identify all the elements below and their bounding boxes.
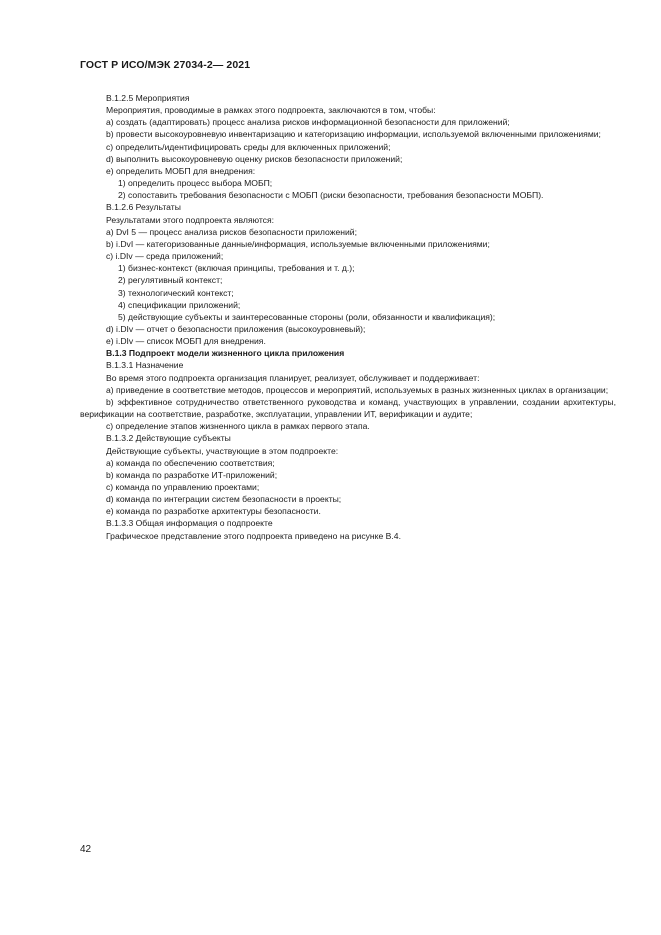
paragraph: Результатами этого подпроекта являются: [106,214,275,225]
subsection-heading: B.1.2.5 Мероприятия [106,93,190,103]
paragraph: Действующие субъекты, участвующие в этом подпроекте: [106,445,339,456]
list-item: b) i.DvI — категоризованные данные/информация, используемые включенными приложениями; [106,238,490,249]
sub-list-item: 4) спецификации приложений; [118,299,241,310]
paragraph: Во время этого подпроекта организация планирует, реализует, обслуживает и поддерживает: [106,372,480,383]
list-item: a) создать (адаптировать) процесс анализа рисков информационной безопасности для приложений; [106,117,510,128]
subsection-heading: B.1.3.2 Действующие субъекты [106,433,231,444]
paragraph: Графическое представление этого подпроекта приведено на рисунке B.4. [106,530,401,541]
list-item: a) приведение в соответствие методов, процессов и мероприятий, используемых в разных жизненных циклах в организации; [106,384,609,395]
sub-list-item: 5) действующие субъекты и заинтересованные стороны (роли, обязанности и квалификация); [118,311,496,322]
subsection-heading: B.1.3.3 Общая информация о подпроекте [106,518,273,529]
list-item: d) i.DIv — отчет о безопасности приложения (высокоуровневый); [106,323,366,334]
paragraph: Мероприятия, проводимые в рамках этого подпроекта, заключаются в том, чтобы: [106,105,436,116]
list-item: a) команда по обеспечению соответствия; [106,457,275,468]
subsection-heading: B.1.2.6 Результаты [106,202,181,213]
list-item: c) команда по управлению проектами; [106,482,260,492]
list-item: c) i.DIv — среда приложений; [106,251,224,262]
sub-list-item: 1) бизнес-контекст (включая принципы, требования и т. д.); [118,263,355,274]
sub-list-item: 3) технологический контекст; [118,287,234,298]
sub-list-item: 1) определить процесс выбора МОБП; [118,178,273,189]
page-header-title: ГОСТ Р ИСО/МЭК 27034-2— 2021 [80,59,251,71]
list-item: b) эффективное сотрудничество ответственного руководства и команд, участвующих в управлении, создании архитектуры, верификации на соответствие, разработке, эксплуатации, управлении ИТ, верификации и аудите; [80,396,616,420]
list-item: e) определить МОБП для внедрения: [106,165,256,176]
list-item: c) определить/идентифицировать среды для включенных приложений; [106,141,391,152]
subsection-heading: B.1.3.1 Назначение [106,360,184,371]
list-item: d) выполнить высокоуровневую оценку рисков безопасности приложений; [106,153,403,164]
section-heading: B.1.3 Подпроект модели жизненного цикла приложения [106,348,345,359]
list-item: b) команда по разработке ИТ-приложений; [106,469,278,480]
document-body [80,92,616,542]
list-item: b) провести высокоуровневую инвентаризацию и категоризацию информации, используемой включенными приложениями; [106,129,601,140]
list-item: d) команда по интеграции систем безопасности в проекты; [106,494,342,505]
list-item: e) команда по разработке архитектуры безопасности. [106,506,321,517]
sub-list-item: 2) сопоставить требования безопасности с МОБП (риски безопасности, требования безопасности МОБП). [118,190,544,201]
list-item: e) i.DIv — список МОБП для внедрения. [106,336,266,347]
page-number: 42 [80,844,92,855]
sub-list-item: 2) регулятивный контекст; [118,275,223,286]
list-item: a) DvI 5 — процесс анализа рисков безопасности приложений; [106,226,357,237]
list-item: c) определение этапов жизненного цикла в рамках первого этапа. [106,421,370,432]
